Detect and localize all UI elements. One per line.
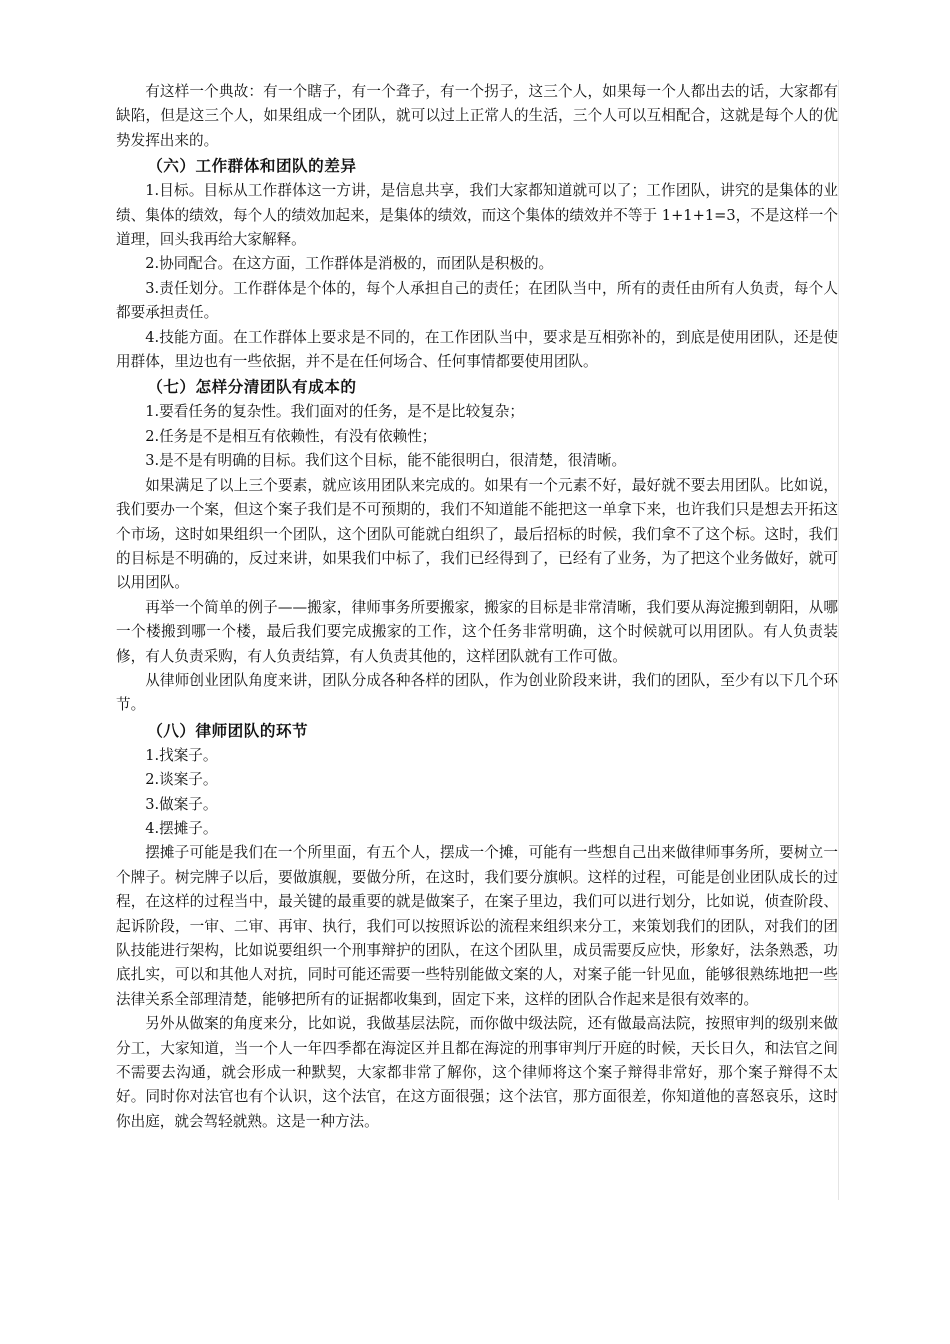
- list-item: 2.谈案子。: [145, 771, 218, 789]
- section-heading-7: （七）怎样分清团队有成本的: [147, 378, 357, 397]
- list-item: 1.要看任务的复杂性。我们面对的任务，是不是比较复杂；: [145, 403, 524, 421]
- paragraph: 另外从做案的角度来分，比如说，我做基层法院，而你做中级法院，还有做最高法院，按照审判的级别来做分工，大家知道，当一个人一年四季都在海淀区并且都在海淀的刑事审判厅开庭的时候，天长日久，和法官之间不需要去沟通，就会形成一种默契，大家都非常了解你，这个律师将这个案子辩得非常好，那个案子辩得不太好。同时你对法官也有个认识，这个法官，在这方面很强；这个法官，那方面很差，你知道他的喜怒哀乐，这时你出庭，就会驾轻就熟。这是一种方法。: [116, 1015, 838, 1130]
- list-item: 4.技能方面。在工作群体上要求是不同的，在工作团队当中，要求是互相弥补的，到底是使用团队，还是使用群体，里边也有一些依据，并不是在任何场合、任何事情都要使用团队。: [116, 328, 838, 371]
- paragraph-anecdote: 有这样一个典故：有一个瞎子，有一个聋子，有一个拐子，这三个人，如果每一个人都出去的话，大家都有缺陷，但是这三个人，如果组成一个团队，就可以过上正常人的生活，三个人可以互相配合，这就是每个人的优势发挥出来的。: [116, 83, 838, 149]
- list-item: 2.协同配合。在这方面，工作群体是消极的，而团队是积极的。: [145, 255, 554, 273]
- paragraph: 再举一个简单的例子——搬家，律师事务所要搬家，搬家的目标是非常清晰，我们要从海淀搬到朝阳，从哪一个楼搬到哪一个楼，最后我们要完成搬家的工作，这个任务非常明确，这个时候就可以用团队。有人负责装修，有人负责采购，有人负责结算，有人负责其他的，这样团队就有工作可做。: [116, 598, 838, 665]
- list-item: 2.任务是不是相互有依赖性，有没有依赖性；: [145, 427, 437, 445]
- section-heading-8: （八）律师团队的环节: [147, 721, 309, 740]
- section-heading-6: （六）工作群体和团队的差异: [147, 157, 357, 176]
- list-item: 1.找案子。: [145, 746, 218, 764]
- list-item: 4.摆摊子。: [145, 819, 218, 837]
- document-page: [116, 80, 838, 1134]
- paragraph: 如果满足了以上三个要素，就应该用团队来完成的。如果有一个元素不好，最好就不要去用团队。比如说，我们要办一个案，但这个案子我们是不可预期的，我们不知道能不能把这一单拿下来，也许我们只是想去开拓这个市场，这时如果组织一个团队，这个团队可能就白组织了，最后招标的时候，我们拿不了这个标。这时，我们的目标是不明确的，反过来讲，如果我们中标了，我们已经得到了，已经有了业务，为了把这个业务做好，就可以用团队。: [116, 476, 838, 592]
- list-item: 3.是不是有明确的目标。我们这个目标，能不能很明白，很清楚，很清晰。: [145, 452, 627, 470]
- list-item: 1.目标。目标从工作群体这一方讲，是信息共享，我们大家都知道就可以了；工作团队，讲究的是集体的业绩、集体的绩效，每个人的绩效加起来，是集体的绩效，而这个集体的绩效并不等于 1+1+1=3，不是这样一个道理，回头我再给大家解释。: [116, 182, 838, 249]
- list-item: 3.责任划分。工作群体是个体的，每个人承担自己的责任；在团队当中，所有的责任由所有人负责，每个人都要承担责任。: [116, 279, 838, 322]
- list-item: 3.做案子。: [145, 795, 218, 813]
- page-edge-line: [838, 80, 839, 1200]
- paragraph: 从律师创业团队角度来讲，团队分成各种各样的团队，作为创业阶段来讲，我们的团队，至少有以下几个环节。: [116, 671, 838, 714]
- paragraph: 摆摊子可能是我们在一个所里面，有五个人，摆成一个摊，可能有一些想自己出来做律师事务所，要树立一个牌子。树完牌子以后，要做旗舰，要做分所，在这时，我们要分旗帜。这样的过程，可能是创业团队成长的过程，在这样的过程当中，最关键的最重要的就是做案子，在案子里边，我们可以进行划分，比如说，侦查阶段、起诉阶段，一审、二审、再审、执行，我们可以按照诉讼的流程来组织来分工，来策划我们的团队，对我们的团队技能进行架构，比如说要组织一个刑事辩护的团队，在这个团队里，成员需要反应快，形象好，法条熟悉，功底扎实，可以和其他人对抗，同时可能还需要一些特别能做文案的人，对案子能一针见血，能够很熟练地把一些法律关系全部理清楚，能够把所有的证据都收集到，固定下来，这样的团队合作起来是很有效率的。: [116, 844, 838, 1008]
